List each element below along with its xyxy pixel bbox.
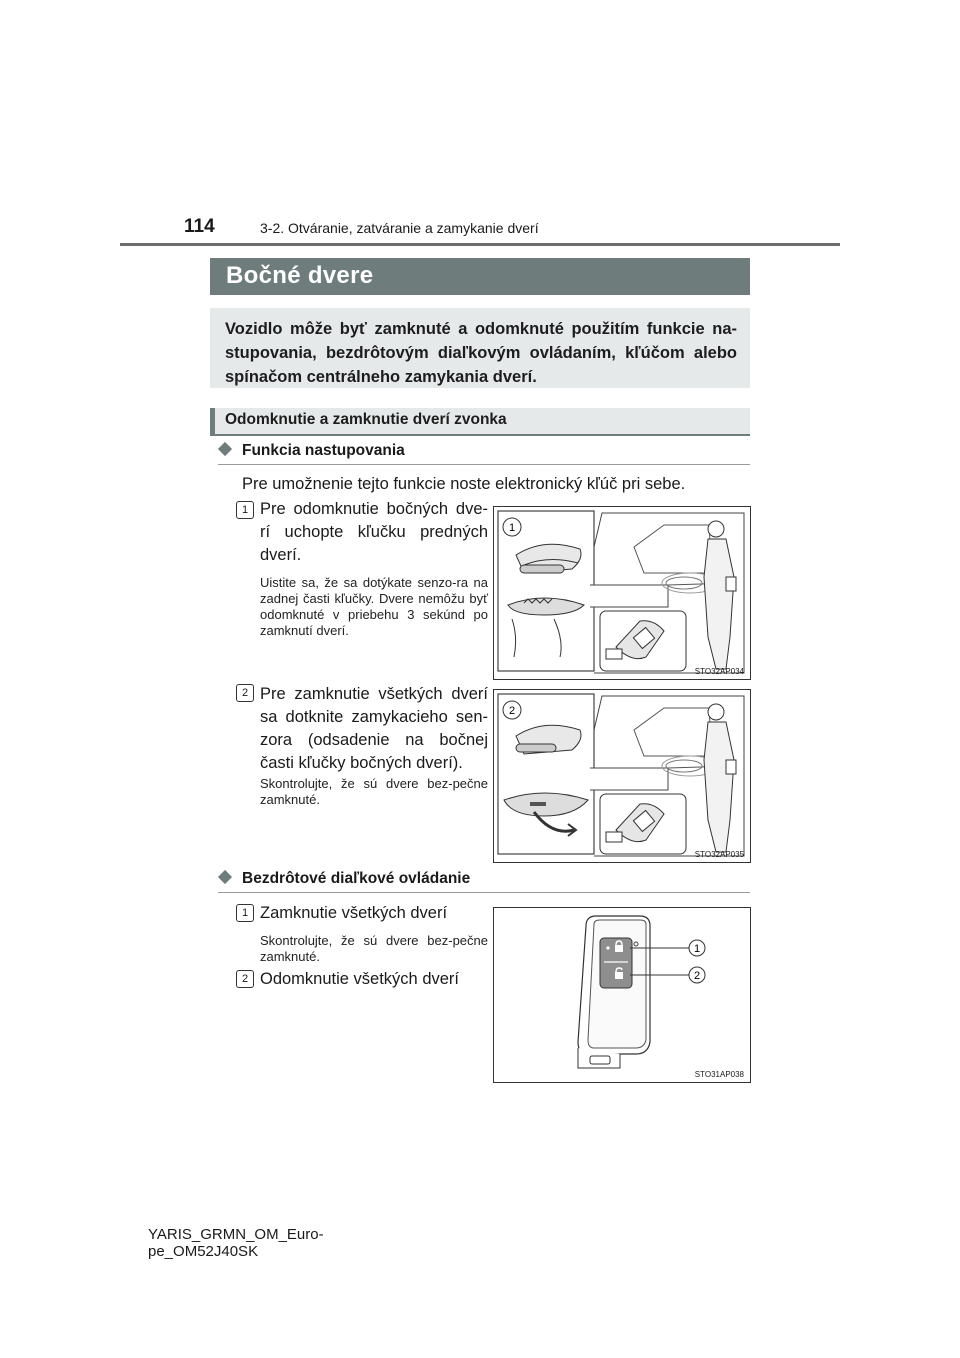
item-number-badge: 2 [236, 970, 254, 988]
footer-line-1: YARIS_GRMN_OM_Euro- [148, 1226, 324, 1243]
door-handle-unlock-illustration [494, 507, 750, 679]
footer-line-2: pe_OM52J40SK [148, 1243, 259, 1260]
callout-2-label: 2 [693, 970, 701, 982]
entry-item-1-text: Pre odomknutie bočných dve-rí uchopte kľučku predných dverí. [260, 500, 488, 564]
callout-label: 1 [508, 522, 516, 534]
subheading-wireless-title: Bezdrôtové diaľkové ovládanie [242, 870, 471, 887]
figure-smart-key [493, 907, 751, 1083]
subheading-entry-title: Funkcia nastupovania [242, 442, 405, 459]
entry-item-1-note: Uistite sa, že sa dotýkate senzo-ra na zadnej časti kľučky. Dvere nemôžu byť odomknuté v priebehu 3 sekúnd po zamknutí dverí. [260, 575, 488, 638]
figure-code: STO32AP034 [694, 667, 744, 676]
section-accent-bar [210, 408, 215, 436]
entry-item-2-text: Pre zamknutie všetkých dverí sa dotknite zamykacieho sen-zora (odsadenie na bočnej časti kľučky bočných dverí). [260, 685, 488, 772]
page-title: Bočné dvere [226, 262, 374, 289]
wireless-item-1-note: Skontrolujte, že sú dvere bez-pečne zamknuté. [260, 933, 488, 964]
page-number: 114 [184, 216, 215, 237]
figure-code: STO32AP035 [694, 850, 744, 859]
header-divider [120, 243, 840, 246]
diamond-bullet-icon [218, 870, 232, 884]
section-heading [210, 408, 750, 436]
figure-door-handle-lock [493, 689, 751, 863]
section-title: Odomknutie a zamknutie dverí zvonka [225, 411, 507, 428]
document-footer [148, 1226, 324, 1260]
item-number-badge: 1 [236, 501, 254, 519]
callout-1-label: 1 [693, 943, 701, 955]
item-number-badge: 1 [236, 904, 254, 922]
diamond-bullet-icon [218, 442, 232, 456]
wireless-item-1-text: Zamknutie všetkých dverí [260, 904, 448, 922]
breadcrumb: 3-2. Otváranie, zatváranie a zamykanie dverí [260, 220, 539, 236]
entry-item-2-note: Skontrolujte, že sú dvere bez-pečne zamknuté. [260, 776, 488, 807]
callout-label: 2 [508, 705, 516, 717]
intro-box [210, 308, 750, 388]
entry-lead-text: Pre umožnenie tejto funkcie noste elektronický kľúč pri sebe. [242, 475, 686, 493]
item-number-badge: 2 [236, 684, 254, 702]
figure-code: STO31AP038 [694, 1070, 744, 1079]
figure-door-handle-unlock [493, 506, 751, 680]
door-handle-lock-illustration [494, 690, 750, 862]
smart-key-illustration [494, 908, 750, 1082]
page-title-band [210, 258, 750, 295]
subheading-wireless [218, 868, 750, 893]
subheading-entry [218, 440, 750, 465]
wireless-item-2-text: Odomknutie všetkých dverí [260, 970, 459, 988]
intro-text: Vozidlo môže byť zamknuté a odomknuté použitím funkcie na-stupovania, bezdrôtovým diaľkovým ovládaním, kľúčom alebo spínačom centrálneho zamykania dverí. [225, 320, 737, 386]
